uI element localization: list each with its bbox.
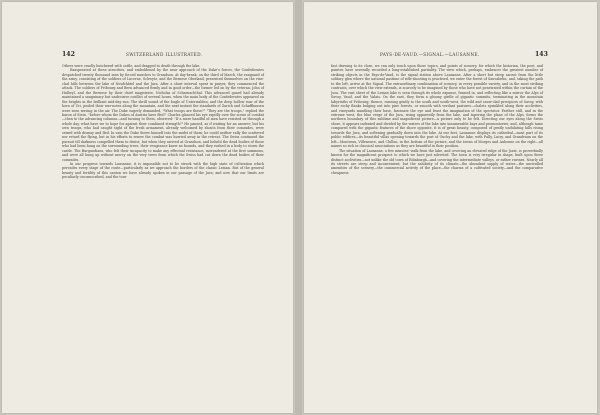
right-paragraph-1: fast drawing to its close, we can only touch upon those topics, and points of scenery, for which the historian, the poet, and painter, have severally recorded a long-established partiality. The view which, perhaps, embraces the greatest number of striking objects in the Pays-de-Vaud, is the signal station above Lausanne. After a short but steep ascent from the little solitary glen where the national pastime of rifle-shooting is practised, we enter the forest of Sauvabelin, and, taking the path to the left, arrive at the Signal. The extraordinary combination of scenery, in every possible variety, and in the most striking contrasts, over which the view extends, is scarcely to be imagined by those who have not penetrated within the curtain of the Jura. The vast sheet of the Leman lake is seen through its whole expanse, framed in, and reflecting like a mirror the Alps of Savoy, Vaud, and the Valais. On the east, they form a gloomy girdle of gigantic summits, terminating in the mountain labyrinths of Fribourg; thence, running gently to the south and south-west, the wild and snow-clad precipices of Savoy, with their rocky flanks bulging out into pine forests, or smooth with verdant pastures—chalets sprinkled along their acclivities, and vineyards mantling their base, fascinate the eye and feast the imagination of the spectator. Farther still, and in the extreme west, the blue verge of the Jura, rising apparently from the lake, and tapering the plane of the Alps, forms the northern boundary of this sublime and magnificent picture—a picture only to be felt. Directing our eyes along the Swiss shore, it appears indented and divided by the waters of the lake into innumerable bays and promontories; and, although tame compared with the gigantic features of the shore opposite, it is of great beauty, composed of gently undulating hills rising towards the Jura, and softening gradually down into the lake. At our feet, Lausanne displays its cathedral—most part of its public edifices—its beautiful villas opening towards the port of Ouchy and the lake, with Pully, Lutry, and Grandvaux on the left—Montreux, Villeneuve, and Chillon, in the bottom of the picture, and the towns of Morges and Aubonne on the right—all names so rich in classical associations as they are beautiful in their position. — [331, 64, 543, 149]
left-paragraph-1: Others were cruelly butchered with cattle, and dragged to death through the lake. — [62, 64, 201, 68]
left-page-body — [62, 64, 264, 180]
right-page — [304, 2, 597, 413]
left-paragraph-2: Exasperated at these atrocities, and emboldened by the near approach of the Duke's forces, the Confederates despatched twenty thousand men by forced marches to Grandson. At day-break, on the third of March, the vanguard of the army, consisting of the soldiers of Lucerne, Schwytz, and the Bernese Oberland, presented themselves on the vine-clad hills between the lake of Neufchâtel and the Jura. After a short interval spent in prayer, they commenced the attack. The soldiers of Fribourg and Bern advanced firmly and in good order—the former led on by the veteran, John of Hallwyl, and the Bernese by their chief magistrate, Nicholas of Scharnachthal. This advanced guard had already maintained a sanguinary but undecisive conflict of several hours, when the main body of the Confederates appeared on the heights in the brilliant mid-day sun. The shrill sound of the bugle of Unterwalden, and the deep hollow roar of the horn of Uri, pealed their war-notes along the mountain, and the next instant the standards of Zurich and Schaffhausen were seen waving in the air. The Duke eagerly demanded, "What troops are these?" "They are the troops," replied the baron of Stein, "before whom the Dukes of Austria have fled!" Charles glanced his eye rapidly over the scene of combat—then to the advancing columns—and turning to Stein, observed: "If a mere handful of men have resisted us through a whole day, what have we to hope for against their combined strength?" He paused, as if waiting for an answer; but his own troops, who had caught sight of the fresh armament, already welcomed by shouts from their comrades, were seized with dismay and fled. In vain the Duke threw himself into the midst of them; he could neither rally the scattered nor retard the flying, but in his efforts to renew the combat was hurried away in the retreat. The Swiss continued the pursuit till darkness compelled them to desist; but when they arrived at Grandson, and beheld the dead bodies of those who had been hung on the surrounding trees, their vengeance knew no bounds, and they rushed in a body to storm the castle. The Burgundians, who felt their incapacity to make any effectual resistance, surrendered at the first summons, and were all hung up without mercy on the very trees from which the Swiss had cut down the dead bodies of their comrades. — [62, 68, 264, 162]
right-running-head: PAYS-DE-VAUD.—SIGNAL.—LAUSANNE. — [380, 53, 480, 58]
left-page — [2, 2, 293, 413]
book-gutter — [295, 0, 302, 415]
left-page-number: 142 — [62, 51, 75, 58]
right-page-body — [331, 64, 543, 175]
right-page-number: 143 — [535, 51, 548, 58]
left-paragraph-3: In our progress towards Lausanne, it is impossible not to be struck with the high state of cultivation which pervades every stage of the route—particularly as we approach the borders of the classic Leman. But of the general beauty and fertility of this canton we have already spoken in our passage of the Jura; and now that our limits are peculiarly circumscribed, and the tour — [62, 161, 264, 180]
right-paragraph-2: The situation of Lausanne, a few minutes' walk from the lake, and covering an elevated ridge of the Jorat, is proverbially known for the magnificent prospect to which we have just adverted. The town is very irregular in shape, built upon three distinct acclivities—not unlike the old town of Edinburgh—and covering the intermediate valleys, or rather ravines. Nearly all its streets are steep and inconvenient; but the salubrity of its climate—the abundant supply of water—the unrivalled amenities of the scenery—the commercial activity of the place—the charms of a cultivated society—and the comparative cheapness — [331, 148, 543, 175]
left-running-head: SWITZERLAND ILLUSTRATED. — [126, 53, 203, 58]
